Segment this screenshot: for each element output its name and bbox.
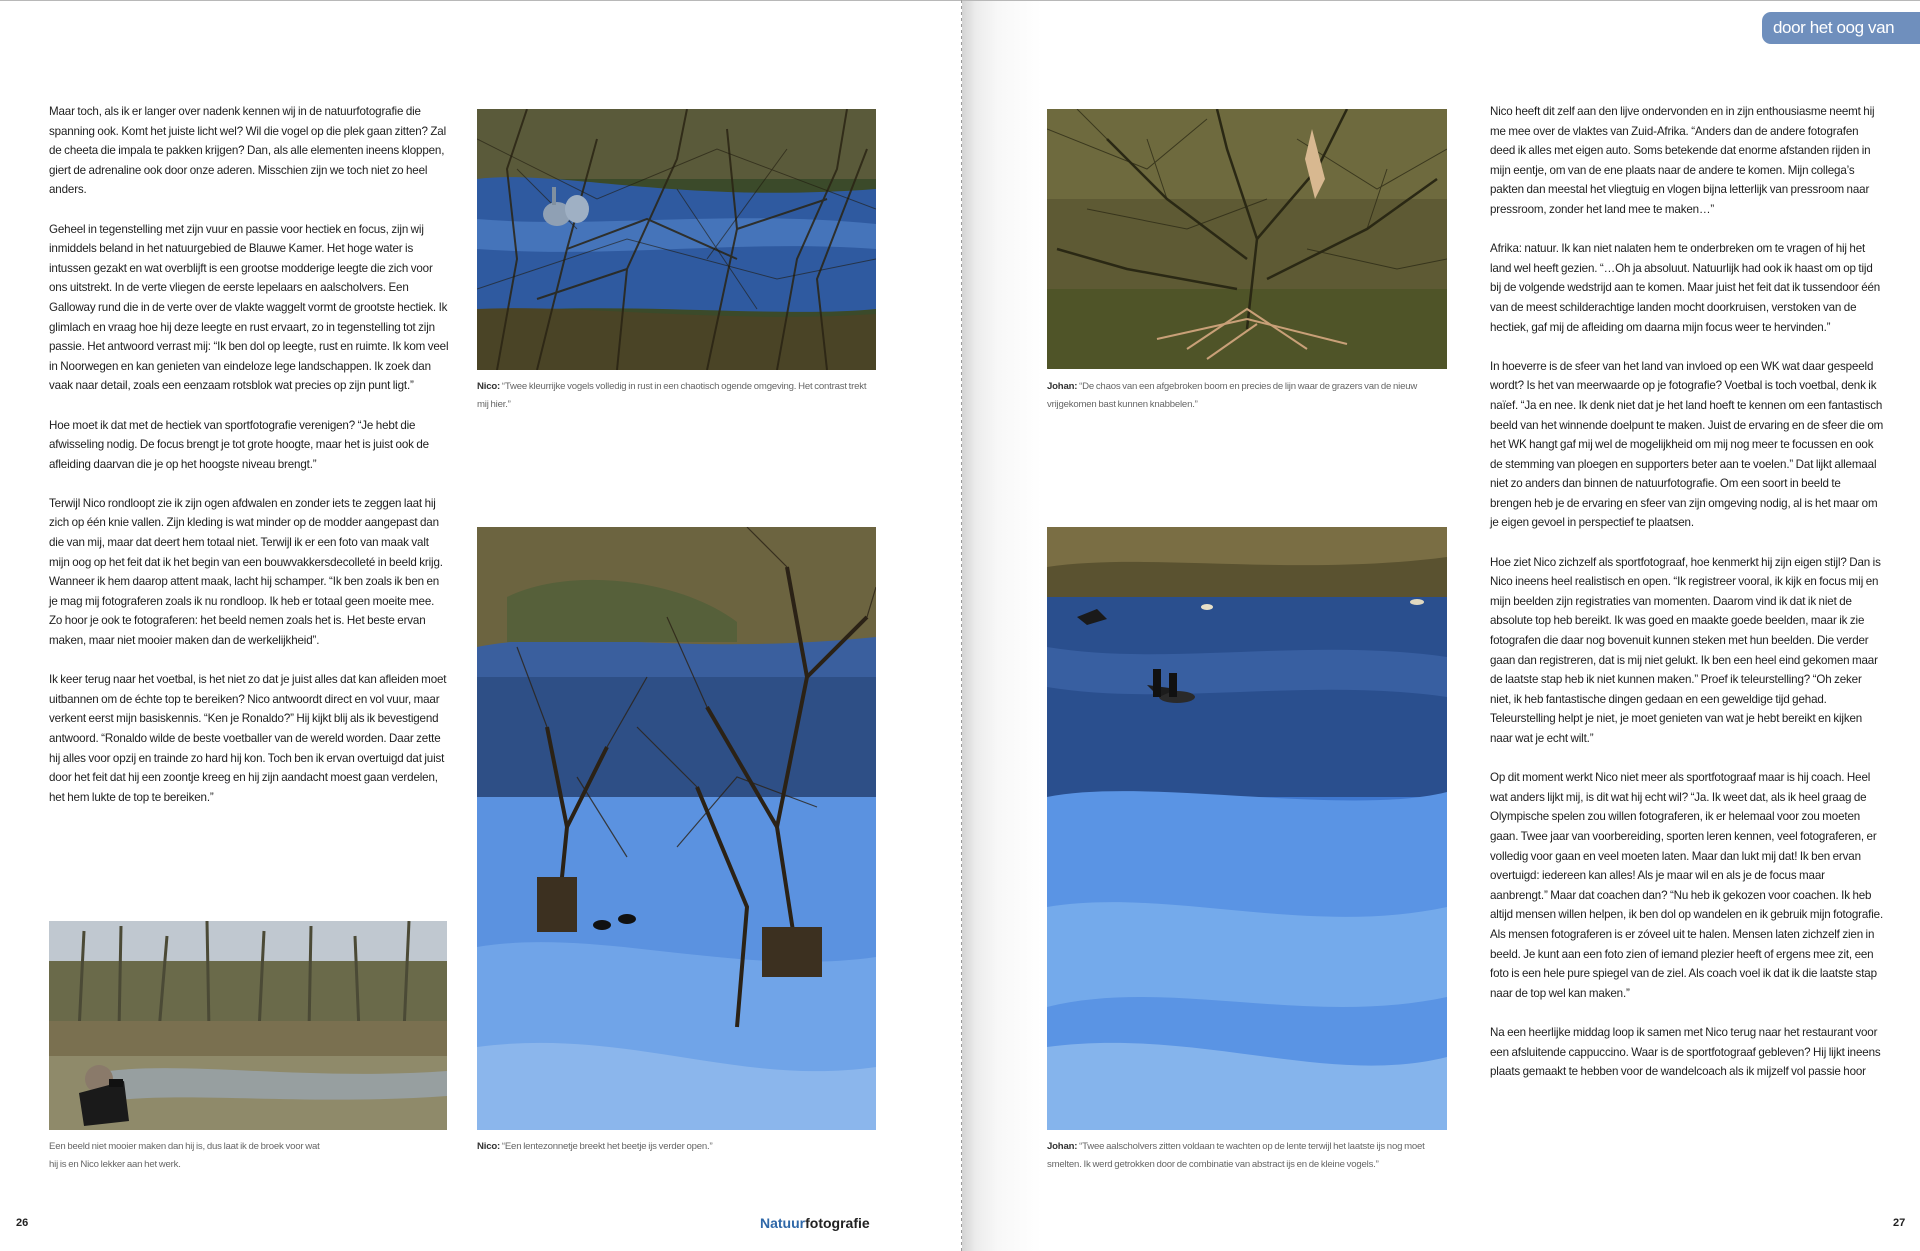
- left-paragraph-1: Maar toch, als ik er langer over nadenk kennen wij in de natuurfotografie die spanning ook. Komt het juiste licht wel? Wil die vogel op die plek gaan zitten? Zal de cheeta die impala te pakken krijgen? Dan, als alle elementen ineens kloppen, giert de adrenaline ook door onze aderen. Misschien zijn we toch niet zo heel anders.: [49, 105, 447, 197]
- left-paragraph-2: Geheel in tegenstelling met zijn vuur en passie voor hectiek en focus, zijn wij inmiddels beland in het natuurgebied de Blauwe Kamer. Het hoge water is intussen gezakt en wat overblijft is een grootse modderige leegte die zich voor ons uitstrekt. In de verte vliegen de eerste lepelaars en aalscholvers. Een Galloway rund die in de verte over de vlakte waggelt vormt de grootste hectiek. Ik glimlach en vraag hoe hij deze leegte en rust ervaart, zo in tegenstelling tot zijn passie. Het antwoord verrast mij: “Ik ben dol op leegte, rust en ruimte. Ik kom veel in Noorwegen en kan genieten van eindeloze lege landschappen. Ik zoek dan vaak naar detail, zoals een eenzaam rotsblok wat precies op zijn punt ligt.”: [49, 222, 449, 393]
- right-paragraph-5: Op dit moment werkt Nico niet meer als sportfotograaf maar is hij coach. Heel wat anders lijkt mij, is dit wat hij echt wil? “Ja. Ik weet dat, als ik heel graag de Olympische spelen zou willen fotograferen, ik er helemaal voor zou moeten gaan. Twee jaar van voorbereiding, sporten leren kennen, veel fotograferen, er volledig voor gaan en veel moeten laten. Maar dan lukt mij dat! Ik ben ervan overtuigd: iedereen kan alles! Als je maar wil en als je de focus maar aanbrengt.” Maar dat coachen dan? “Nu heb ik gekozen voor coachen. Ik heb altijd mensen willen helpen, ik ben dol op wandelen en ik gebruik mijn fotografie. Als mensen fotograferen is er zóveel uit te halen. Mensen laten zichzelf zien in beeld. Je kunt aan een foto zien of iemand plezier heeft of ergens mee zit, een foto is een hele pure spiegel van de ziel. Als coach voel ik dat ik die laatste stap naar de top wel kan maken.”: [1490, 771, 1884, 1000]
- caption-text: “De chaos van een afgebroken boom en precies de lijn waar de grazers van de nieuw vrijgekomen bast kunnen knabbelen.”: [1047, 381, 1418, 410]
- caption-author: Nico:: [477, 1141, 500, 1152]
- right-page: [962, 0, 1920, 1251]
- caption-text: Een beeld niet mooier maken dan hij is, dus laat ik de broek voor wat hij is en Nico lekker aan het werk.: [49, 1141, 320, 1170]
- right-paragraph-6: Na een heerlijke middag loop ik samen met Nico terug naar het restaurant voor een afsluitende cappuccino. Waar is de sportfotograaf gebleven? Hij lijkt ineens plaats gemaakt te hebben voor de wandelcoach als ik mijzelf vol passie hoor: [1490, 1025, 1881, 1079]
- right-paragraph-3: In hoeverre is de sfeer van het land van invloed op een WK wat daar gespeeld wordt? Is het van meerwaarde op je fotografie? Voetbal is toch voetbal, denk ik naïef. “Ja en nee. Ik denk niet dat je het land hoeft te kennen om een fantastisch beeld van het winnende doelpunt te maken. Juist de ervaring en de sfeer die om het WK hangt gaf mij wel de mogelijkheid om mij nog meer te focussen en ook de stemming van ploegen en supporters beter aan te voelen.” Dat lijkt allemaal niet zo anders dan binnen de natuurfotografie. Om een soort in beeld te brengen heb je de ervaring en sfeer van zijn omgeving nodig, al is het maar om je eigen gevoel in perspectief te plaatsen.: [1490, 359, 1884, 530]
- broken-tree-caption: [1047, 378, 1447, 414]
- photographer-photo: [49, 921, 447, 1130]
- broken-tree-photo: [1047, 109, 1447, 369]
- trees-in-ice-photo: [477, 527, 876, 1130]
- cormorants-ice-photo: [1047, 527, 1447, 1130]
- caption-text: “Twee aalscholvers zitten voldaan te wachten op de lente terwijl het laatste ijs nog moet smelten. Ik werd getrokken door de combinatie van abstract ijs en de kleine vogels.”: [1047, 1141, 1425, 1170]
- heron-photo: [477, 109, 876, 370]
- page-number-left: 26: [16, 1217, 29, 1229]
- magazine-name-part2: fotografie: [805, 1215, 870, 1231]
- caption-text: “Een lentezonnetje breekt het beetje ijs verder open.”: [500, 1141, 713, 1152]
- left-paragraph-5: Ik keer terug naar het voetbal, is het niet zo dat je juist alles dat kan afleiden moet uitbannen om de échte top te bereiken? Nico antwoordt direct en vol vuur, maar verkent eerst mijn basiskennis. “Ken je Ronaldo?” Hij kijkt blij als ik bevestigend antwoord. “Ronaldo wilde de beste voetballer van de wereld worden. Daar zette hij alles voor opzij en trainde zo hard hij kon. Toch ben ik ervan overtuigd dat juist door het feit dat hij een zoontje kreeg en hij zijn aandacht moest gaan verdelen, het hem lukte de top te bereiken.”: [49, 673, 447, 804]
- page-number-right: 27: [1893, 1217, 1906, 1229]
- magazine-name-part1: Natuur: [760, 1215, 806, 1231]
- trees-in-ice-caption: [477, 1138, 877, 1156]
- caption-author: Johan:: [1047, 381, 1078, 392]
- cormorants-caption: [1047, 1138, 1447, 1174]
- magazine-name: [760, 1215, 870, 1231]
- right-article-column: [1490, 102, 1884, 1101]
- right-paragraph-1: Nico heeft dit zelf aan den lijve ondervonden en in zijn enthousiasme neemt hij me mee over de vlaktes van Zuid-Afrika. “Anders dan de andere fotografen deed ik alles met eigen auto. Soms betekende dat enorme afstanden rijden in mijn eentje, om van de ene plaats naar de andere te komen. Mijn collega’s pakten dan meestal het vliegtuig en vlogen bijna letterlijk van pressroom naar pressroom, zonder het land mee te maken…”: [1490, 105, 1875, 216]
- caption-author: Johan:: [1047, 1141, 1078, 1152]
- left-paragraph-3: Hoe moet ik dat met de hectiek van sportfotografie verenigen? “Je hebt die afwisseling nodig. De focus brengt je tot grote hoogte, maar het is juist ook de afleiding daarvan die je op het hoogste niveau brengt.”: [49, 418, 429, 471]
- section-tab: door het oog van: [1762, 12, 1920, 44]
- caption-author: Nico:: [477, 381, 500, 392]
- heron-caption: [477, 378, 877, 414]
- caption-text: “Twee kleurrijke vogels volledig in rust in een chaotisch ogende omgeving. Het contrast trekt mij hier.”: [477, 381, 867, 410]
- left-paragraph-4: Terwijl Nico rondloopt zie ik zijn ogen afdwalen en zonder iets te zeggen laat hij zich op één knie vallen. Zijn kleding is wat minder op de modder aangepast dan die van mij, maar dat deert hem totaal niet. Terwijl ik er een foto van maak valt mijn oog op het feit dat ik het begin van een bouwvakkersdecolleté in beeld krijg. Wanneer ik hem daarop attent maak, lacht hij schamper. “Ik ben zoals ik ben en je mag mij fotograferen zoals ik nu rondloop. Ik heb er totaal geen moeite mee. Zo hoor je ook te fotograferen: het beeld nemen zoals het is. Het beste ervan maken, maar niet mooier maken dan de werkelijkheid”.: [49, 496, 443, 648]
- photographer-caption: [49, 1138, 329, 1174]
- right-paragraph-2: Afrika: natuur. Ik kan niet nalaten hem te onderbreken om te vragen of hij het land wel heeft gezien. “…Oh ja absoluut. Natuurlijk had ook ik haast om op tijd bij de volgende wedstrijd aan te komen. Maar juist het feit dat ik tussendoor één van de meest schilderachtige landen mocht doorkruisen, verstoken van de hectiek, gaf mij de afleiding om daarna mijn focus weer te hervinden.”: [1490, 242, 1881, 334]
- left-article-column: [49, 102, 449, 827]
- right-paragraph-4: Hoe ziet Nico zichzelf als sportfotograaf, hoe kenmerkt hij zijn eigen stijl? Dan is Nico ineens heel realistisch en open. “Ik registreer vooral, ik kijk en focus mij en mijn beelden zijn registraties van momenten. Daarom vind ik dat ik niet de absolute top heb bereikt. Ik was goed en maakte goede beelden, maar ik zie fotografen die daar nog bovenuit kunnen steken met hun beelden. Die verder gaan dan registreren, dat is mij niet gelukt. Ik ben een heel eind gekomen maar de laatste stap heb ik niet kunnen maken.” Proef ik teleurstelling? “Oh zeker niet, ik heb fantastische dingen gedaan en een geweldige tijd gehad. Teleurstelling helpt je niet, je moet genieten van wat je hebt bereikt en kijken naar wat je echt wilt.”: [1490, 555, 1881, 745]
